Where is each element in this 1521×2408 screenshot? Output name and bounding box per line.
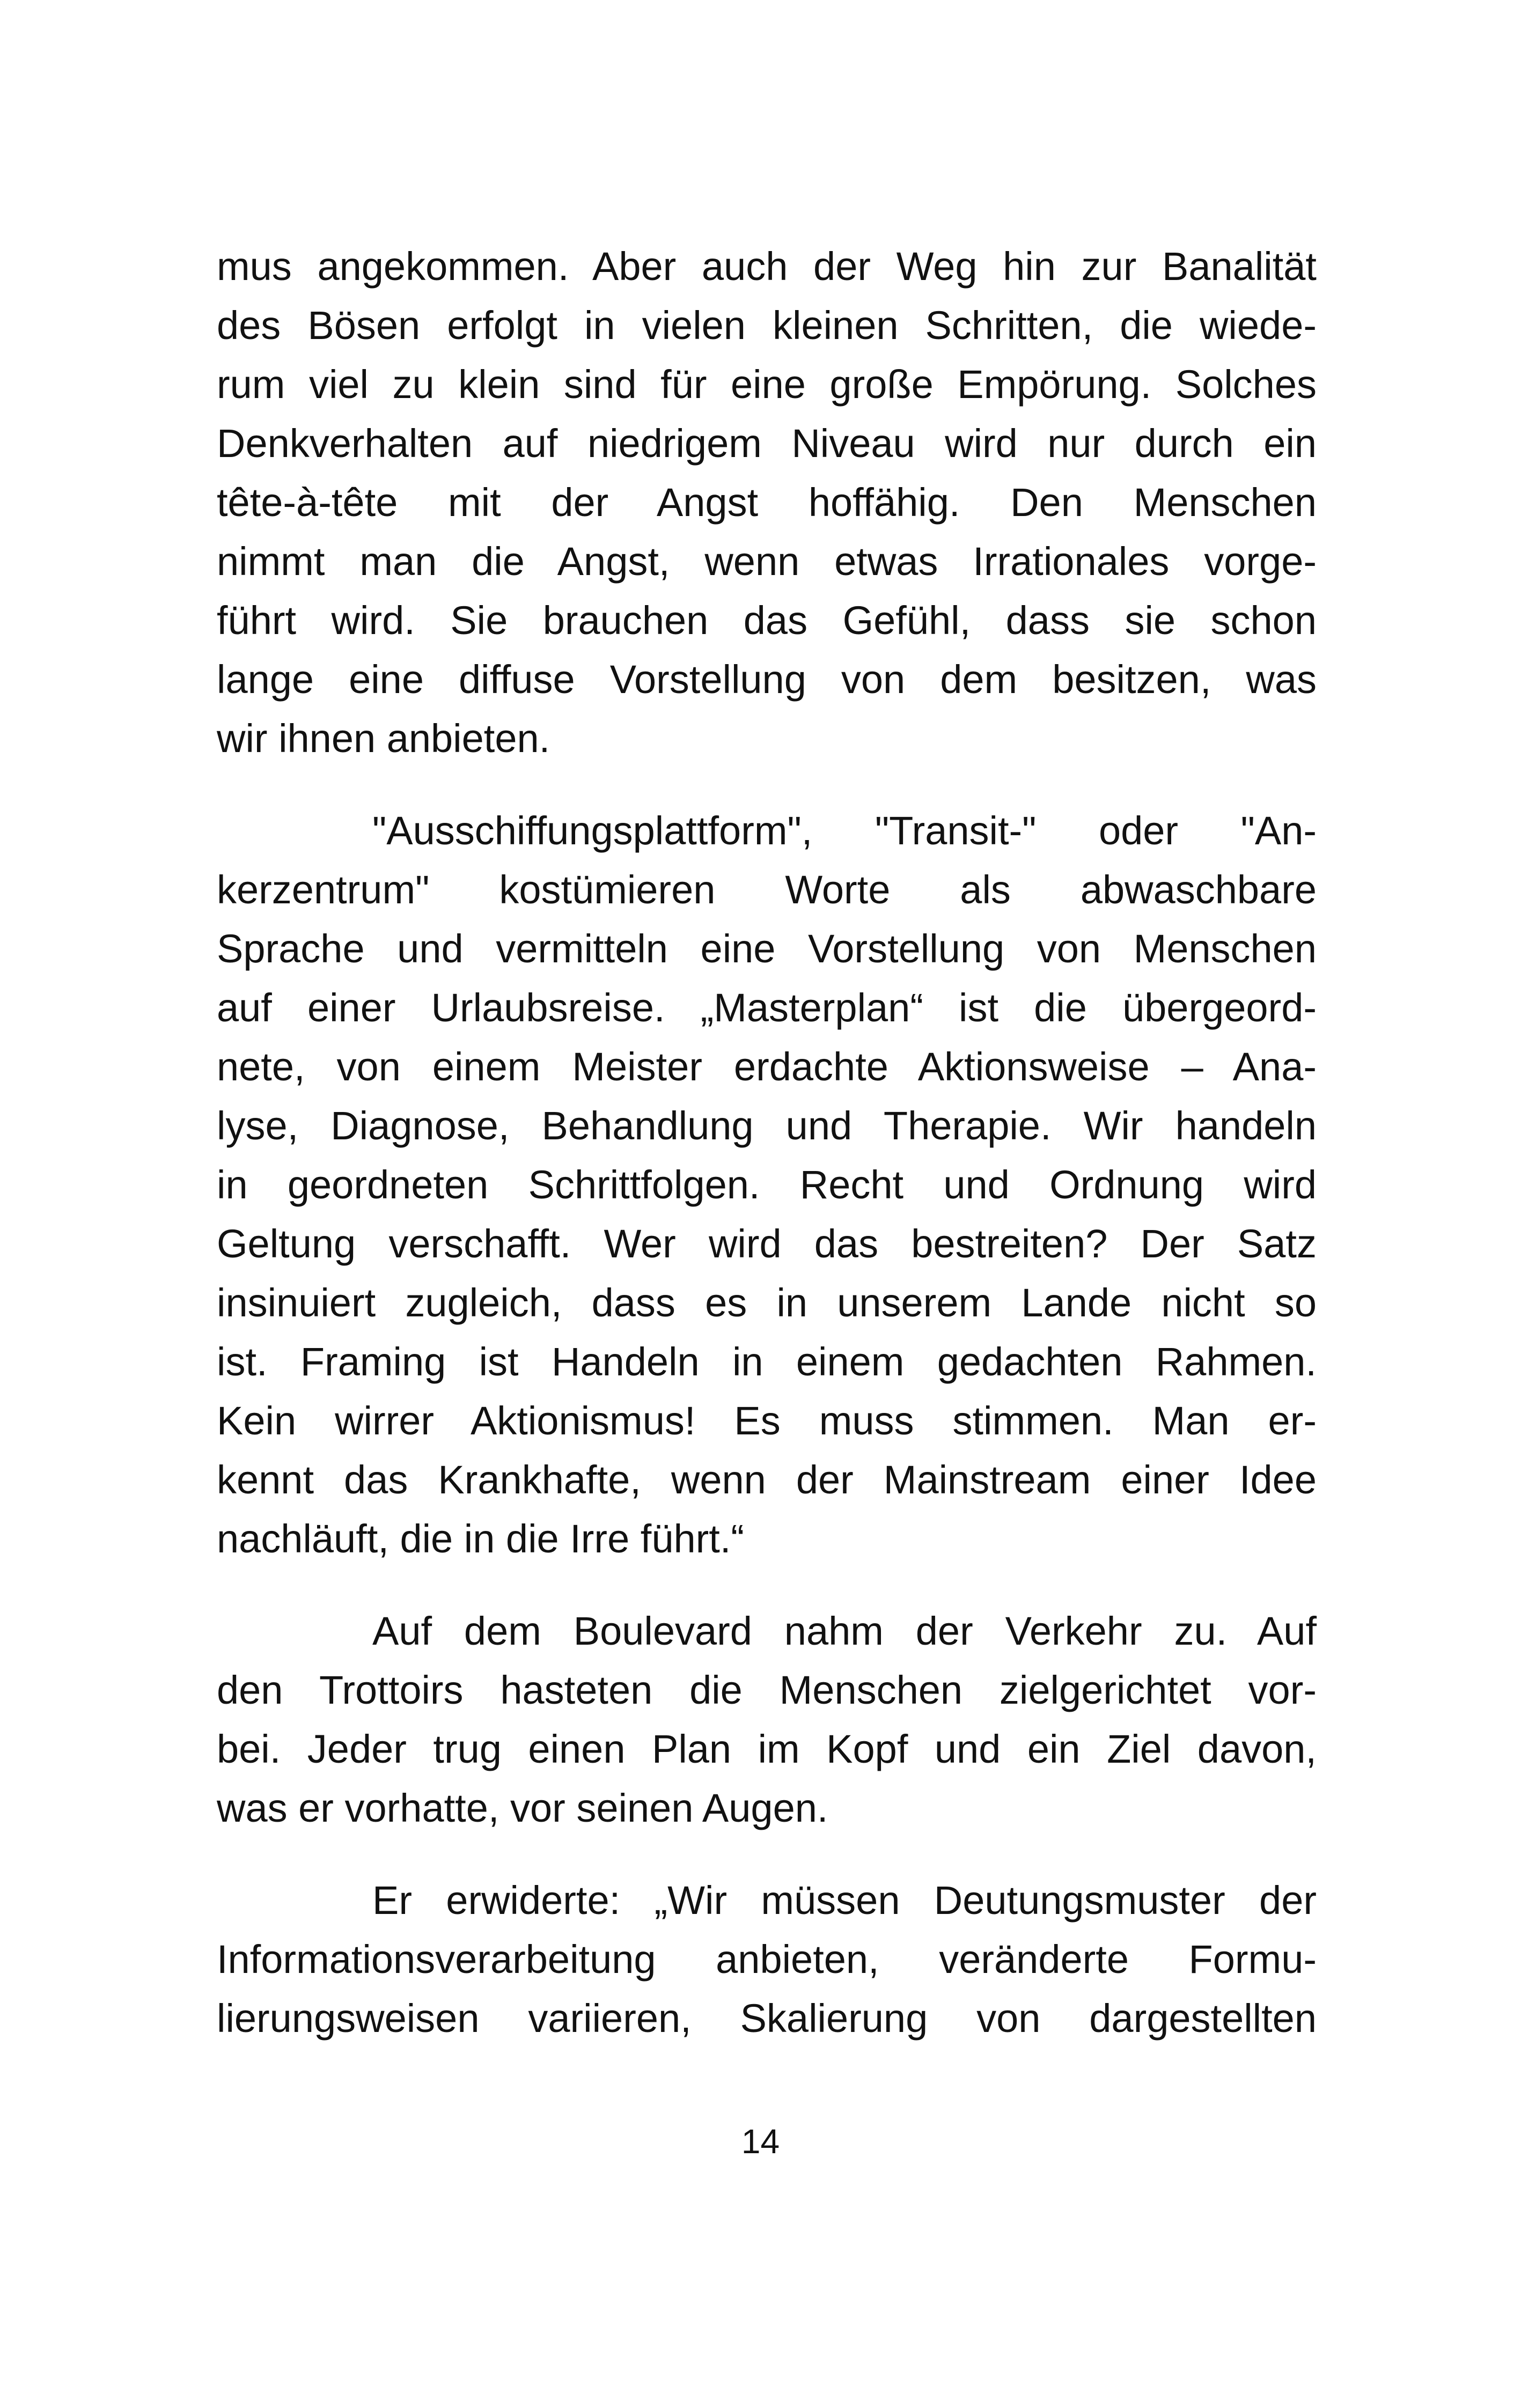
text-line: Er erwiderte: „Wir müssen Deutungsmuster der: [372, 1878, 1317, 1923]
body-text: [217, 237, 1317, 2081]
text-line: mus angekommen. Aber auch der Weg hin zur Banalität: [217, 244, 1317, 289]
paragraph-1: [217, 237, 1317, 768]
text-line: rum viel zu klein sind für eine große Empörung. Solches: [217, 362, 1317, 407]
text-line: Geltung verschafft. Wer wird das bestreiten? Der Satz: [217, 1221, 1317, 1266]
paragraph-3: [217, 1602, 1317, 1838]
text-line: tête-à-tête mit der Angst hoffähig. Den Menschen: [217, 480, 1317, 525]
text-line: "Ausschiffungsplattform", "Transit-" oder "An-: [372, 808, 1317, 853]
text-line: nete, von einem Meister erdachte Aktionsweise – Ana-: [217, 1044, 1317, 1089]
text-line: nimmt man die Angst, wenn etwas Irrationales vorge-: [217, 539, 1317, 584]
text-line: führt wird. Sie brauchen das Gefühl, dass sie schon: [217, 598, 1317, 643]
text-line: Kein wirrer Aktionismus! Es muss stimmen. Man er-: [217, 1398, 1317, 1443]
text-line: Informationsverarbeitung anbieten, veränderte Formu-: [217, 1937, 1317, 1982]
text-line: ist. Framing ist Handeln in einem gedachten Rahmen.: [217, 1339, 1317, 1384]
text-line: Sprache und vermitteln eine Vorstellung von Menschen: [217, 926, 1317, 971]
text-line: Denkverhalten auf niedrigem Niveau wird nur durch ein: [217, 421, 1317, 466]
text-line: bei. Jeder trug einen Plan im Kopf und ein Ziel davon,: [217, 1727, 1317, 1771]
text-line: des Bösen erfolgt in vielen kleinen Schritten, die wiede-: [217, 303, 1317, 348]
text-line: was er vorhatte, vor seinen Augen.: [217, 1786, 828, 1830]
text-line: lierungsweisen variieren, Skalierung von dargestellten: [217, 1996, 1317, 2041]
paragraph-2: [217, 801, 1317, 1568]
text-line: in geordneten Schrittfolgen. Recht und Ordnung wird: [217, 1162, 1317, 1207]
paragraph-4: [217, 1871, 1317, 2048]
text-line: kennt das Krankhafte, wenn der Mainstream einer Idee: [217, 1457, 1317, 1502]
text-line: den Trottoirs hasteten die Menschen zielgerichtet vor-: [217, 1668, 1317, 1712]
text-line: lyse, Diagnose, Behandlung und Therapie. Wir handeln: [217, 1103, 1317, 1148]
text-line: lange eine diffuse Vorstellung von dem besitzen, was: [217, 657, 1317, 702]
text-line: wir ihnen anbieten.: [217, 716, 550, 761]
text-line: Auf dem Boulevard nahm der Verkehr zu. Auf: [372, 1609, 1317, 1653]
text-line: nachläuft, die in die Irre führt.“: [217, 1516, 745, 1561]
text-line: auf einer Urlaubsreise. „Masterplan“ ist die übergeord-: [217, 985, 1317, 1030]
page-number: 14: [741, 2122, 780, 2161]
text-line: insinuiert zugleich, dass es in unserem Lande nicht so: [217, 1280, 1317, 1325]
text-line: kerzentrum" kostümieren Worte als abwaschbare: [217, 867, 1317, 912]
